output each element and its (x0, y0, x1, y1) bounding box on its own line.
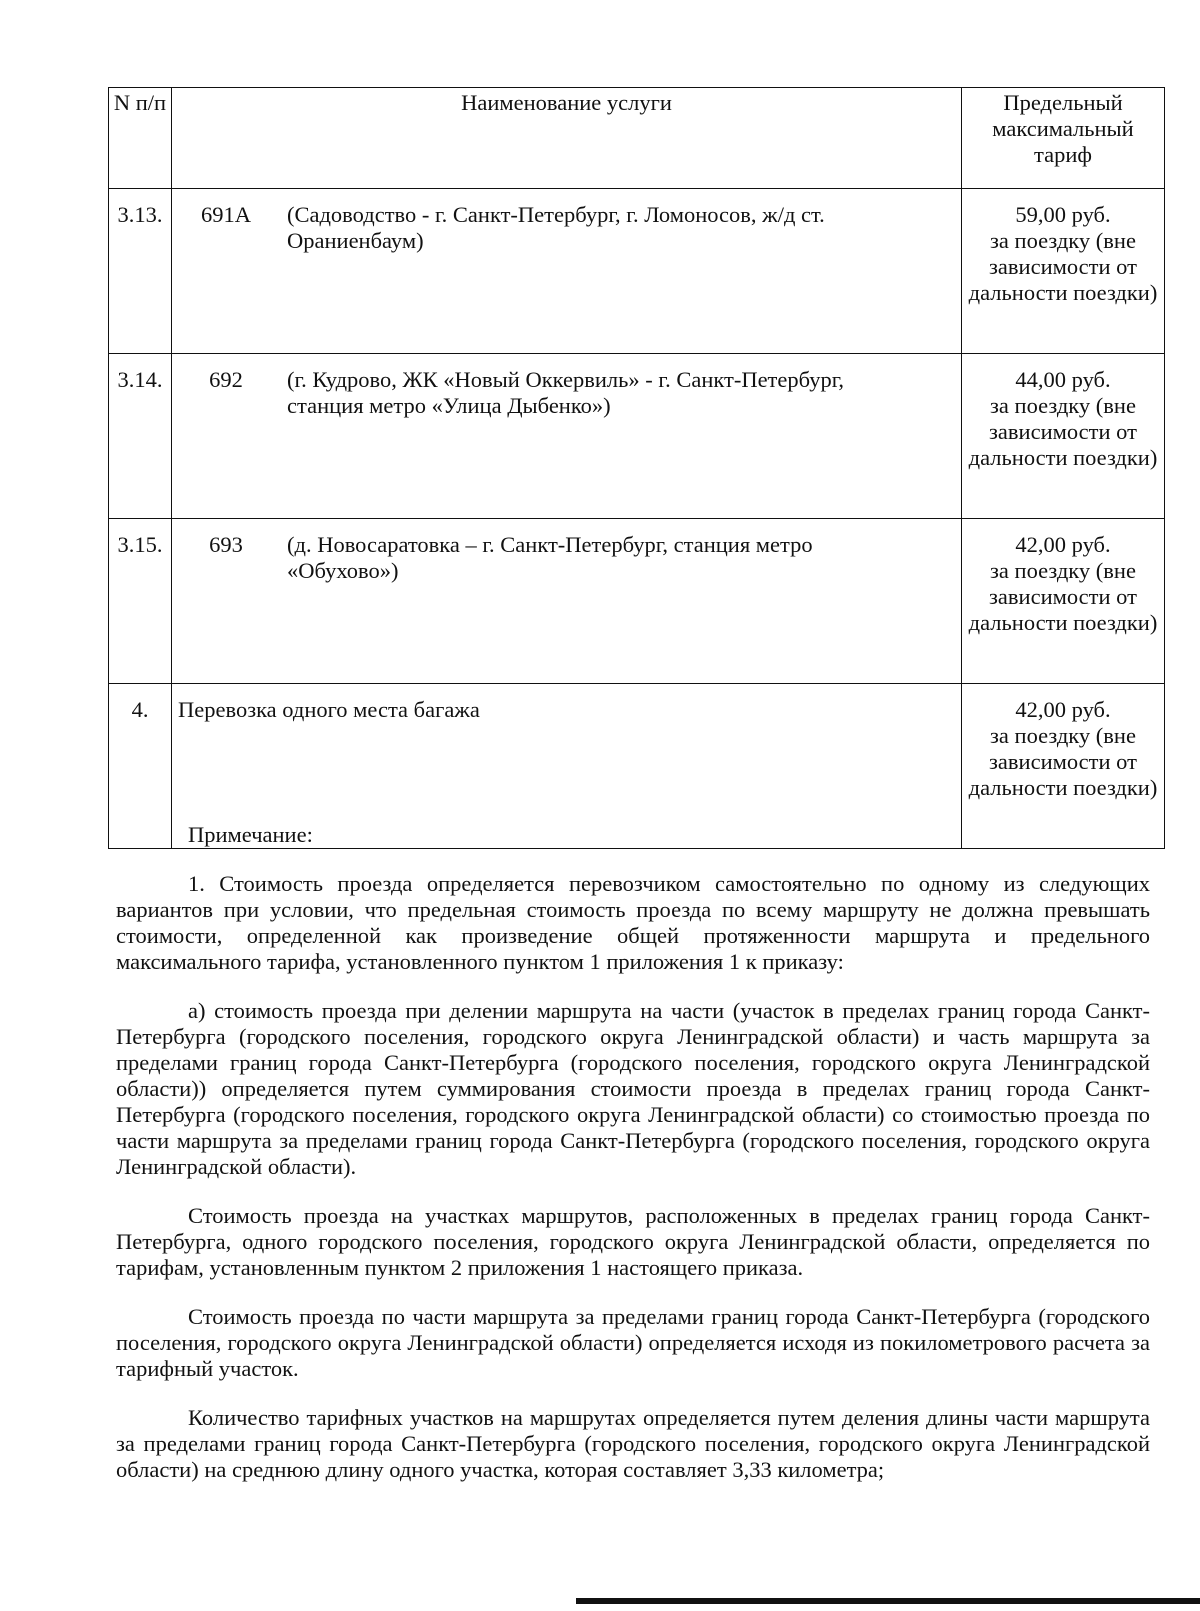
table-row (109, 519, 1165, 684)
notes-section (116, 822, 1150, 1506)
route-code: 691А (201, 202, 251, 227)
note-paragraph: Стоимость проезда на участках маршрутов, расположенных в пределах границ города Санкт-Петербурга, одного городского поселения, городского округа Ленинградской области, определяется по тарифам, установленным пунктом 2 приложения 1 настоящего приказа. (116, 1203, 1150, 1280)
note-paragraph: Количество тарифных участков на маршрутах определяется путем деления длины части маршрута за пределами границ города Санкт-Петербурга (городского поселения, городского округа Ленинградской области) на среднюю длину одного участка, которая составляет 3,33 километра; (116, 1405, 1150, 1482)
note-paragraph: а) стоимость проезда при делении маршрута на части (участок в пределах границ города Санкт-Петербурга (городского поселения, городского округа Ленинградской области) и часть маршрута за пределами границ города Санкт-Петербурга (городского поселения, городского округа Ленинградской области)) определяется путем суммирования стоимости проезда в пределах границ города Санкт-Петербурга (городского поселения, городского округа Ленинградской области) со стоимостью проезда по части маршрута за пределами границ города Санкт-Петербурга (городского поселения, городского округа Ленинградской области). (116, 998, 1150, 1179)
route-description: (д. Новосаратовка – г. Санкт-Петербург, станция метро «Обухово») (287, 532, 813, 583)
tariff-note: за поездку (вне зависимости от дальности поездки) (968, 558, 1158, 635)
tariff-note: за поездку (вне зависимости от дальности поездки) (968, 393, 1158, 470)
note-paragraph: Стоимость проезда по части маршрута за пределами границ города Санкт-Петербурга (городского поселения, городского округа Ленинградской области) определяется исходя из покилометрового расчета за тарифный участок. (116, 1304, 1150, 1381)
header-num: N п/п (109, 88, 172, 189)
row-num: 4. (109, 684, 172, 849)
row-num: 3.15. (109, 519, 172, 684)
tariff-note: за поездку (вне зависимости от дальности поездки) (968, 228, 1158, 305)
tariff-price: 42,00 руб. (1015, 697, 1111, 722)
route-code: 693 (209, 532, 243, 557)
header-name: Наименование услуги (172, 88, 962, 189)
row-num: 3.14. (109, 354, 172, 519)
table-row (109, 189, 1165, 354)
note-paragraph: 1. Стоимость проезда определяется перевозчиком самостоятельно по одному из следующих вариантов при условии, что предельная стоимость проезда по всему маршруту не должна превышать стоимости, определенной как произведение общей протяженности маршрута и предельного максимального тарифа, установленного пунктом 1 приложения 1 к приказу: (116, 871, 1150, 974)
notes-title: Примечание: (188, 822, 313, 847)
scan-edge-line (576, 1598, 1200, 1604)
header-tariff: Предельный максимальный тариф (962, 88, 1165, 189)
tariff-note: за поездку (вне зависимости от дальности поездки) (968, 723, 1158, 800)
table-header-row (109, 88, 1165, 189)
row-num: 3.13. (109, 189, 172, 354)
table-row (109, 354, 1165, 519)
tariff-price: 44,00 руб. (1015, 367, 1111, 392)
tariff-price: 59,00 руб. (1015, 202, 1111, 227)
tariff-price: 42,00 руб. (1015, 532, 1111, 557)
route-description: (г. Кудрово, ЖК «Новый Оккервиль» - г. Санкт-Петербург, станция метро «Улица Дыбенко») (287, 367, 845, 418)
tariff-table (108, 87, 1165, 849)
route-description: (Садоводство - г. Санкт-Петербург, г. Ломоносов, ж/д ст. Ораниенбаум) (287, 202, 825, 253)
service-name: Перевозка одного места багажа (178, 697, 480, 722)
route-code: 692 (209, 367, 243, 392)
